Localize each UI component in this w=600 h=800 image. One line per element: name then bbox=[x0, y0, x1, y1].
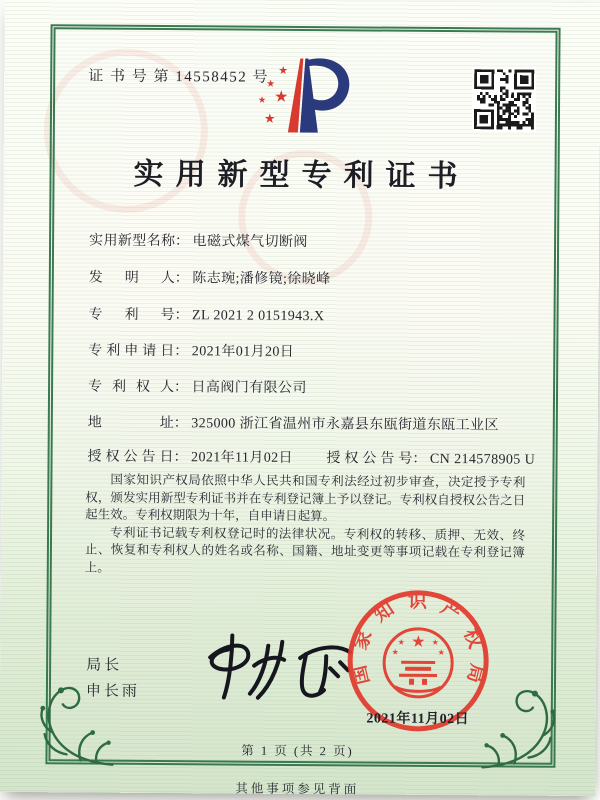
field-label: 专利号 bbox=[88, 307, 175, 324]
cnipa-logo-icon bbox=[256, 54, 357, 141]
field-value: CN 214578905 U bbox=[429, 451, 536, 468]
colon: ： bbox=[174, 344, 189, 360]
field-value: 陈志琬;潘修镜;徐晓峰 bbox=[192, 271, 331, 288]
seal-ring-text: 国家知识产权局 bbox=[348, 591, 488, 687]
field-label: 地址 bbox=[87, 415, 174, 432]
colon: ： bbox=[174, 308, 189, 324]
director-signature bbox=[188, 627, 359, 720]
field-label: 专利权人 bbox=[88, 379, 175, 396]
qr-code-icon bbox=[472, 67, 536, 131]
field-row-grant bbox=[87, 446, 536, 469]
colon: ： bbox=[174, 380, 189, 396]
field-row-inventors bbox=[89, 267, 529, 290]
field-row-filing-date bbox=[88, 340, 528, 363]
field-value: 325000 浙江省温州市永嘉县东瓯街道东瓯工业区 bbox=[191, 416, 499, 434]
field-value: 2021年01月20日 bbox=[191, 344, 295, 360]
director-title: 局长 bbox=[86, 657, 123, 674]
field-row-patent-number bbox=[89, 304, 529, 327]
colon: ： bbox=[412, 451, 427, 467]
svg-text:★: ★ bbox=[411, 633, 426, 651]
legal-text bbox=[85, 472, 526, 580]
svg-text:★: ★ bbox=[391, 647, 399, 657]
field-row-utility-model-name bbox=[89, 230, 529, 253]
colon: ： bbox=[173, 450, 188, 466]
field-row-address bbox=[88, 412, 528, 435]
field-label: 专利申请日 bbox=[88, 343, 175, 360]
colon: ： bbox=[175, 234, 190, 250]
logo-star-icon: ★ bbox=[266, 78, 276, 90]
field-label: 授权公告号 bbox=[326, 451, 413, 467]
field-value: 日高阀门有限公司 bbox=[191, 380, 307, 397]
field-value: 2021年11月02日 bbox=[191, 450, 294, 466]
page-number: 第 1 页 (共 2 页) bbox=[241, 743, 354, 759]
svg-text:★: ★ bbox=[437, 647, 445, 658]
director-block bbox=[86, 653, 140, 705]
colon: ： bbox=[173, 416, 188, 432]
field-row-patentee bbox=[88, 376, 528, 399]
field-label: 发明人 bbox=[88, 270, 175, 287]
legal-paragraph: 专利证书记载专利权登记时的法律状况。专利权的转移、质押、无效、终止、恢复和专利权人的姓名或名称、国籍、地址变更等事项记载在专利登记簿上。 bbox=[84, 525, 526, 575]
national-emblem-icon bbox=[384, 629, 452, 697]
certificate-number: 证 书 号 第 14558452 号 bbox=[88, 68, 270, 86]
svg-text:★: ★ bbox=[397, 637, 405, 647]
seal-date: 2021年11月02日 bbox=[366, 711, 470, 728]
certificate-title: 实用新型专利证书 bbox=[133, 157, 470, 194]
legal-paragraph: 国家知识产权局依照中华人民共和国专利法经过初步审查，决定授予专利权，颁发实用新型专利证书并在专利登记簿上予以登记。专利权自授权公告之日起生效。专利权期限为十年，自申请日起算。 bbox=[85, 472, 526, 524]
director-name: 申长雨 bbox=[85, 683, 141, 700]
svg-text:★: ★ bbox=[431, 637, 439, 647]
logo-star-icon: ★ bbox=[258, 94, 267, 105]
field-value: ZL 2021 2 0151943.X bbox=[192, 308, 325, 325]
colon: ： bbox=[174, 271, 189, 287]
logo-star-icon: ★ bbox=[278, 64, 289, 77]
back-side-note: 其他事项参见背面 bbox=[235, 781, 360, 797]
logo-star-icon: ★ bbox=[274, 88, 289, 106]
field-label: 实用新型名称 bbox=[89, 233, 176, 250]
field-label: 授权公告日 bbox=[87, 449, 174, 466]
field-value: 电磁式煤气切断阀 bbox=[192, 234, 308, 251]
logo-star-icon: ★ bbox=[263, 110, 276, 126]
logo-p-mark-icon bbox=[256, 54, 357, 141]
